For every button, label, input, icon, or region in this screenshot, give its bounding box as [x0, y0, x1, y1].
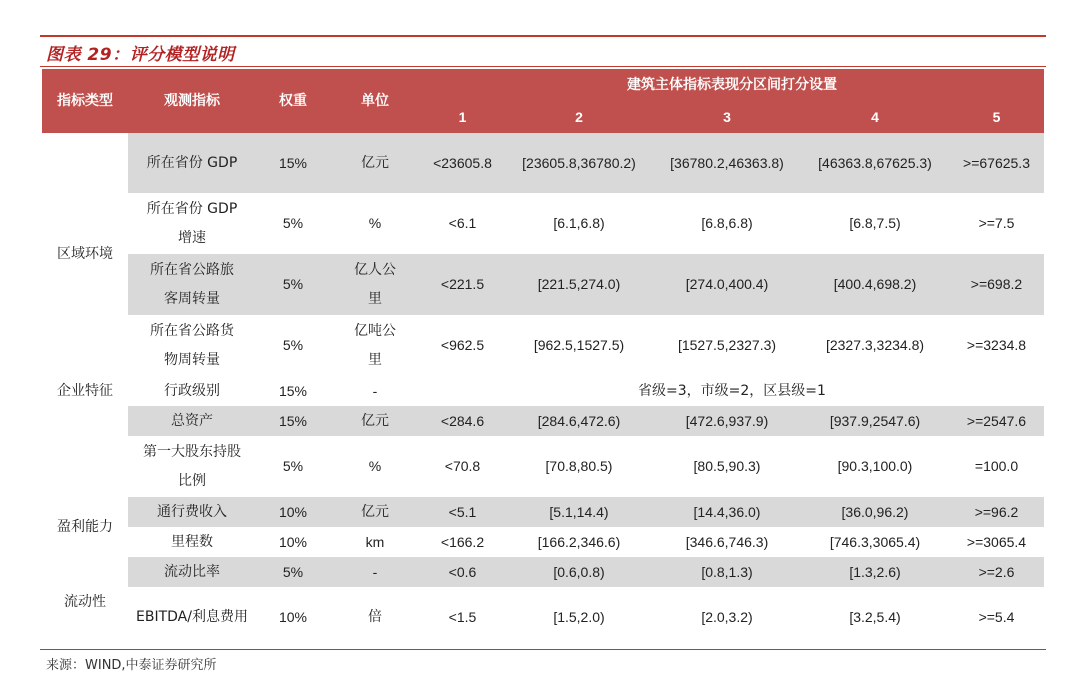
- table-row: [42, 587, 1044, 648]
- score-3-cell: [472.6,937.9): [653, 406, 801, 436]
- table-row: [42, 376, 1044, 406]
- unit-cell: 亿吨公里: [354, 322, 396, 368]
- unit-cell: %: [368, 458, 382, 474]
- table-row: [42, 557, 1044, 587]
- score-5-cell: >=3065.4: [966, 533, 1027, 550]
- score-3-cell: [14.4,36.0): [653, 497, 801, 527]
- indicator-cell: 第一大股东持股比例: [143, 443, 241, 489]
- header-score-3: 3: [653, 101, 801, 133]
- score-4-cell: [90.3,100.0): [837, 458, 913, 474]
- score-5-cell: >=67625.3: [949, 133, 1044, 193]
- unit-cell: 倍: [368, 609, 382, 625]
- score-1-cell: <221.5: [420, 254, 505, 315]
- indicator-cell: 所在省公路货物周转量: [150, 322, 234, 368]
- table-row: [42, 406, 1044, 436]
- header-score-1: 1: [420, 101, 505, 133]
- unit-cell: 亿人公里: [330, 254, 420, 315]
- score-2-cell: [23605.8,36780.2): [505, 133, 653, 193]
- score-5-cell: >=96.2: [949, 497, 1044, 527]
- score-2-cell: [284.6,472.6): [505, 406, 653, 436]
- table-row: [42, 254, 1044, 315]
- figure-title: 图表 29：评分模型说明: [46, 45, 235, 65]
- category-enterprise: 企业特征: [57, 383, 113, 399]
- weight-cell: 5%: [256, 254, 330, 315]
- indicator-cell: 所在省份 GDP: [128, 133, 256, 193]
- indicator-cell: 行政级别: [164, 382, 220, 399]
- score-2-cell: [6.1,6.8): [553, 215, 605, 231]
- weight-cell: 10%: [256, 497, 330, 527]
- weight-cell: 5%: [282, 337, 304, 353]
- indicator-cell: 所在省份 GDP 增速: [146, 200, 238, 246]
- score-5-cell: >=2.6: [949, 557, 1044, 587]
- score-2-cell: [5.1,14.4): [505, 497, 653, 527]
- merged-score-cell: 省级=3，市级=2，区县级=1: [638, 382, 826, 399]
- unit-cell: km: [365, 533, 385, 550]
- score-2-cell: [1.5,2.0): [553, 609, 605, 625]
- score-3-cell: [80.5,90.3): [693, 458, 761, 474]
- weight-cell: 15%: [256, 133, 330, 193]
- score-3-cell: [274.0,400.4): [653, 254, 801, 315]
- score-4-cell: [400.4,698.2): [801, 254, 949, 315]
- indicator-cell: EBITDA/利息费用: [136, 609, 248, 625]
- score-2-cell: [70.8,80.5): [545, 458, 613, 474]
- category-liquidity: 流动性: [64, 594, 106, 610]
- table-row: [42, 193, 1044, 254]
- score-1-cell: <0.6: [420, 557, 505, 587]
- unit-cell: 亿元: [330, 133, 420, 193]
- source-note: 来源：WIND,中泰证券研究所: [46, 658, 217, 673]
- score-4-cell: [46363.8,67625.3): [801, 133, 949, 193]
- weight-cell: 15%: [278, 382, 308, 399]
- score-2-cell: [166.2,346.6): [537, 533, 621, 550]
- unit-cell: -: [330, 557, 420, 587]
- header-score-4: 4: [801, 101, 949, 133]
- header-category: 指标类型: [42, 69, 128, 133]
- unit-cell: 亿元: [330, 497, 420, 527]
- score-3-cell: [1527.5,2327.3): [677, 337, 777, 353]
- category-profit: 盈利能力: [57, 518, 113, 535]
- table-row: [42, 527, 1044, 557]
- score-1-cell: <166.2: [440, 533, 485, 550]
- unit-cell: %: [368, 215, 382, 231]
- score-2-cell: [962.5,1527.5): [533, 337, 625, 353]
- score-1-cell: <962.5: [440, 337, 485, 353]
- category-region: 区域环境: [57, 246, 113, 262]
- score-1-cell: <1.5: [448, 609, 477, 625]
- table-row: [42, 315, 1044, 376]
- score-3-cell: [0.8,1.3): [653, 557, 801, 587]
- score-4-cell: [2327.3,3234.8): [825, 337, 925, 353]
- weight-cell: 10%: [278, 609, 308, 625]
- weight-cell: 15%: [256, 406, 330, 436]
- header-score-2: 2: [505, 101, 653, 133]
- indicator-cell: 里程数: [171, 533, 213, 550]
- indicator-cell: 总资产: [128, 406, 256, 436]
- header-score-group: 建筑主体指标表现分区间打分设置: [420, 69, 1044, 101]
- score-5-cell: >=2547.6: [949, 406, 1044, 436]
- score-4-cell: [1.3,2.6): [801, 557, 949, 587]
- score-4-cell: [937.9,2547.6): [801, 406, 949, 436]
- title-rule: [40, 66, 1046, 67]
- bottom-rule: [40, 649, 1046, 650]
- indicator-cell: 所在省公路旅客周转量: [128, 254, 256, 315]
- scoring-model-table: [42, 69, 1044, 648]
- top-rule: [40, 35, 1046, 37]
- header-weight: 权重: [256, 69, 330, 133]
- score-3-cell: [6.8,6.8): [701, 215, 753, 231]
- score-3-cell: [2.0,3.2): [701, 609, 753, 625]
- weight-cell: 10%: [278, 533, 308, 550]
- score-1-cell: <5.1: [420, 497, 505, 527]
- unit-cell: 亿元: [330, 406, 420, 436]
- score-3-cell: [346.6,746.3): [685, 533, 769, 550]
- header-row-1: [42, 69, 1044, 101]
- score-2-cell: [221.5,274.0): [505, 254, 653, 315]
- table-row: [42, 436, 1044, 497]
- score-4-cell: [3.2,5.4): [849, 609, 901, 625]
- table-row: [42, 133, 1044, 193]
- unit-cell: -: [372, 382, 378, 399]
- score-4-cell: [746.3,3065.4): [829, 533, 921, 550]
- table-row: [42, 497, 1044, 527]
- header-indicator: 观测指标: [128, 69, 256, 133]
- score-5-cell: >=7.5: [978, 215, 1015, 231]
- score-3-cell: [36780.2,46363.8): [653, 133, 801, 193]
- score-2-cell: [0.6,0.8): [505, 557, 653, 587]
- score-5-cell: >=3234.8: [966, 337, 1027, 353]
- weight-cell: 5%: [282, 215, 304, 231]
- score-5-cell: >=5.4: [978, 609, 1015, 625]
- header-score-5: 5: [949, 101, 1044, 133]
- header-unit: 单位: [330, 69, 420, 133]
- weight-cell: 5%: [282, 458, 304, 474]
- score-1-cell: <23605.8: [420, 133, 505, 193]
- score-1-cell: <70.8: [444, 458, 481, 474]
- score-1-cell: <284.6: [420, 406, 505, 436]
- indicator-cell: 流动比率: [128, 557, 256, 587]
- score-5-cell: >=698.2: [949, 254, 1044, 315]
- score-4-cell: [6.8,7.5): [849, 215, 901, 231]
- weight-cell: 5%: [256, 557, 330, 587]
- score-5-cell: =100.0: [974, 458, 1019, 474]
- score-1-cell: <6.1: [448, 215, 477, 231]
- indicator-cell: 通行费收入: [128, 497, 256, 527]
- score-4-cell: [36.0,96.2): [801, 497, 949, 527]
